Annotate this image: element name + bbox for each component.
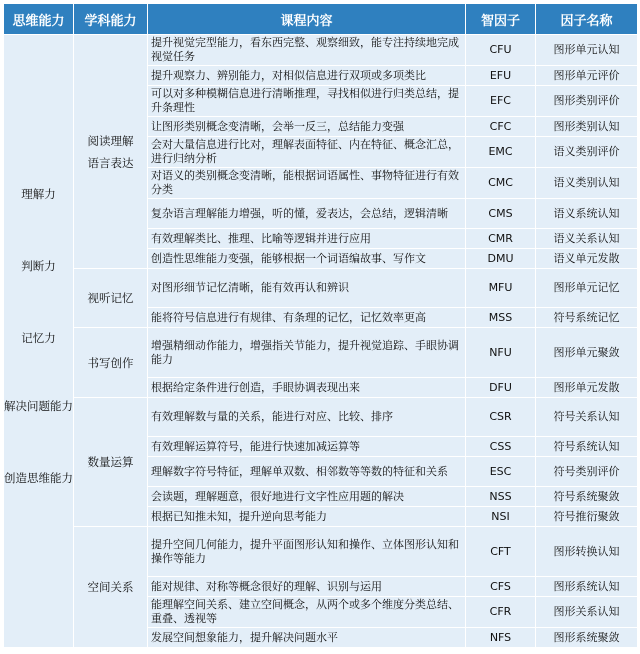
factor-name-cell: 图形系统认知 (536, 577, 638, 597)
subject-ability-label: 空间关系 (87, 580, 134, 594)
factor-name-cell: 符号系统记忆 (536, 308, 638, 328)
factor-name-cell: 图形单元认知 (536, 35, 638, 66)
subject-ability-cell (74, 398, 148, 527)
header-subject-ability: 学科能力 (74, 4, 148, 35)
subject-ability-label: 视听记忆 (87, 291, 134, 305)
course-content-cell: 有效理解数与量的关系，能进行对应、比较、排序 (148, 398, 466, 437)
subject-ability-label: 语言表达 (87, 155, 134, 170)
table-row (4, 328, 638, 378)
table-row (4, 398, 638, 437)
factor-code-cell: EFC (466, 86, 536, 117)
header-course-content: 课程内容 (148, 4, 466, 35)
course-content-cell: 创造性思维能力变强，能够根据一个词语编故事、写作文 (148, 249, 466, 269)
factor-code-cell: NFU (466, 328, 536, 378)
table-header-row (4, 4, 638, 35)
course-content-cell: 根据给定条件进行创造，手眼协调表现出来 (148, 378, 466, 398)
factor-name-cell: 图形类别评价 (536, 86, 638, 117)
course-content-cell: 增强精细动作能力，增强指关节能力，提升视觉追踪、手眼协调能力 (148, 328, 466, 378)
thinking-ability-label: 判断力 (21, 259, 56, 273)
factor-code-cell: CSS (466, 437, 536, 457)
factor-code-cell: NFS (466, 628, 536, 648)
factor-name-cell: 图形类别认知 (536, 117, 638, 137)
factor-name-cell: 语义关系认知 (536, 229, 638, 249)
course-content-cell: 有效理解运算符号，能进行快速加减运算等 (148, 437, 466, 457)
subject-ability-label: 阅读理解 (87, 133, 134, 148)
factor-name-cell: 符号关系认知 (536, 398, 638, 437)
course-content-cell: 让图形类别概念变清晰，会举一反三，总结能力变强 (148, 117, 466, 137)
course-content-cell: 发展空间想象能力，提升解决问题水平 (148, 628, 466, 648)
course-content-cell: 提升观察力、辨别能力，对相似信息进行双项或多项类比 (148, 66, 466, 86)
factor-code-cell: ESC (466, 457, 536, 487)
factor-name-cell: 图形系统聚敛 (536, 628, 638, 648)
factor-code-cell: CSR (466, 398, 536, 437)
factor-name-cell: 图形单元评价 (536, 66, 638, 86)
factor-code-cell: NSS (466, 487, 536, 507)
factor-code-cell: EFU (466, 66, 536, 86)
course-content-cell: 提升视觉完型能力，看东西完整、观察细致，能专注持续地完成视觉任务 (148, 35, 466, 66)
factor-name-cell: 图形单元发散 (536, 378, 638, 398)
table-row (4, 35, 638, 66)
factor-code-cell: EMC (466, 137, 536, 168)
factor-name-cell: 语义类别认知 (536, 168, 638, 199)
subject-ability-cell (74, 328, 148, 398)
course-content-cell: 理解数字符号特征，理解单双数、相邻数等等数的特征和关系 (148, 457, 466, 487)
factor-code-cell: CFS (466, 577, 536, 597)
course-content-cell: 会读题，理解题意，很好地进行文字性应用题的解决 (148, 487, 466, 507)
thinking-ability-label: 解决问题能力 (4, 399, 73, 413)
course-content-cell: 会对大量信息进行比对，理解表面特征、内在特征、概念汇总，进行归纳分析 (148, 137, 466, 168)
course-content-cell: 根据已知推未知，提升逆向思考能力 (148, 507, 466, 527)
factor-code-cell: NSI (466, 507, 536, 527)
table-row (4, 269, 638, 308)
course-content-cell: 对图形细节记忆清晰，能有效再认和辨识 (148, 269, 466, 308)
factor-name-cell: 图形关系认知 (536, 597, 638, 628)
course-content-cell: 能对规律、对称等概念很好的理解、识别与运用 (148, 577, 466, 597)
thinking-ability-label: 创造思维能力 (4, 471, 73, 485)
course-content-cell: 能理解空间关系、建立空间概念，从两个或多个维度分类总结、重叠、透视等 (148, 597, 466, 628)
course-content-cell: 可以对多种模糊信息进行清晰推理，寻找相似进行归类总结，提升条理性 (148, 86, 466, 117)
header-thinking-ability: 思维能力 (4, 4, 74, 35)
factor-code-cell: MFU (466, 269, 536, 308)
factor-code-cell: CMR (466, 229, 536, 249)
subject-ability-label: 书写创作 (87, 355, 134, 370)
factor-name-cell: 符号推衍聚敛 (536, 507, 638, 527)
factor-name-cell: 语义单元发散 (536, 249, 638, 269)
subject-ability-label: 数量运算 (87, 455, 134, 469)
factor-code-cell: DMU (466, 249, 536, 269)
subject-ability-cell (74, 527, 148, 648)
factor-code-cell: DFU (466, 378, 536, 398)
factor-name-cell: 语义系统认知 (536, 199, 638, 229)
table-body (4, 35, 638, 648)
course-content-cell: 有效理解类比、推理、比喻等逻辑并进行应用 (148, 229, 466, 249)
factor-name-cell: 图形单元聚敛 (536, 328, 638, 378)
factor-name-cell: 符号系统聚敛 (536, 487, 638, 507)
subject-ability-cell (74, 35, 148, 269)
thinking-ability-label: 理解力 (21, 187, 56, 201)
factor-name-cell: 符号类别评价 (536, 457, 638, 487)
table-row (4, 527, 638, 577)
thinking-ability-label: 记忆力 (21, 331, 56, 345)
factor-code-cell: CFC (466, 117, 536, 137)
course-table (3, 3, 638, 648)
factor-code-cell: CFR (466, 597, 536, 628)
course-content-cell: 复杂语言理解能力增强，听的懂，爱表达，会总结，逻辑清晰 (148, 199, 466, 229)
factor-name-cell: 图形单元记忆 (536, 269, 638, 308)
factor-code-cell: CFU (466, 35, 536, 66)
header-factor-name: 因子名称 (536, 4, 638, 35)
header-factor-code: 智因子 (466, 4, 536, 35)
subject-ability-cell (74, 269, 148, 328)
course-content-cell: 能将符号信息进行有规律、有条理的记忆，记忆效率更高 (148, 308, 466, 328)
factor-code-cell: MSS (466, 308, 536, 328)
factor-code-cell: CFT (466, 527, 536, 577)
course-content-cell: 对语义的类别概念变清晰，能根据词语属性、事物特征进行有效分类 (148, 168, 466, 199)
factor-name-cell: 符号系统认知 (536, 437, 638, 457)
factor-name-cell: 语义类别评价 (536, 137, 638, 168)
factor-name-cell: 图形转换认知 (536, 527, 638, 577)
factor-code-cell: CMC (466, 168, 536, 199)
thinking-ability-cell (4, 35, 74, 648)
factor-code-cell: CMS (466, 199, 536, 229)
course-content-cell: 提升空间几何能力，提升平面图形认知和操作、立体图形认知和操作等能力 (148, 527, 466, 577)
